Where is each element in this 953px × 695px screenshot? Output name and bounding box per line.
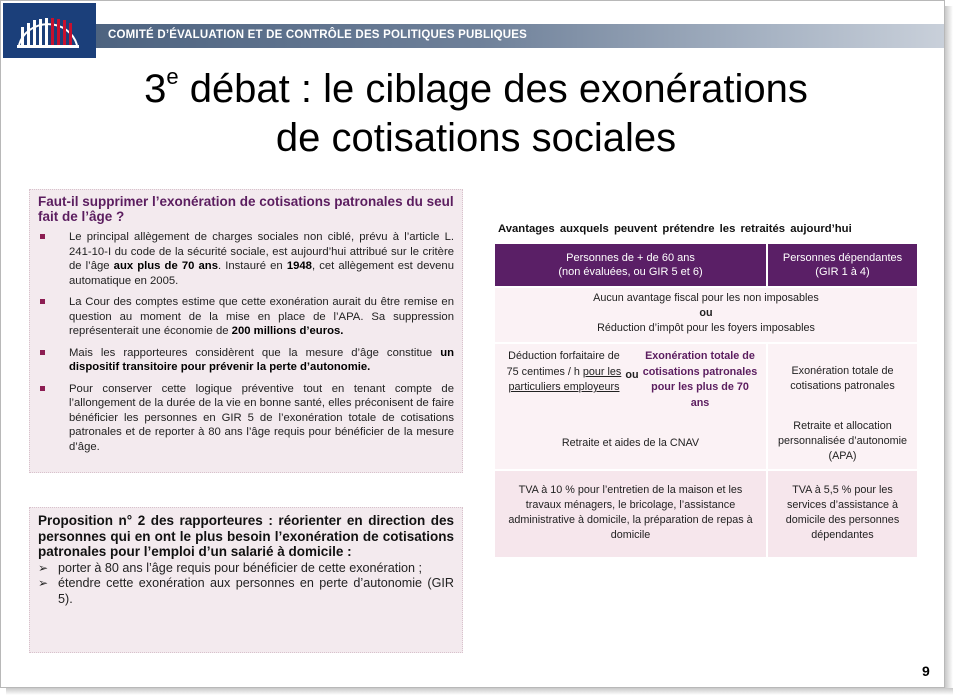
proposal-title: Proposition n° 2 des rapporteures : réorienter en direction des personnes qui en ont le plus besoin l’exonération de cotisations patronales pour l’emploi d’un salarié à domicile : — [38, 513, 454, 559]
list-item: Pour conserver cette logique préventive tout en tenant compte de l’allongement de la durée de la vie en bonne santé, elles préconisent de faire bénéficier les personnes en GIR 5 de l’exonération totale de cotisations patronales et de reporter à 80 ans l’âge requis pour bénéficier de la mesure d’âge. — [38, 382, 454, 455]
proposal-list — [38, 561, 454, 608]
arrow-right-icon: ➢ — [38, 560, 49, 575]
title-line-2: de cotisations sociales — [275, 116, 677, 160]
bullet-icon — [40, 386, 45, 391]
deduction-text: Déduction forfaitaire de 75 centimes / h pour les particuliers employeurs — [506, 350, 622, 393]
bullet-icon — [40, 299, 45, 304]
list-item: ➢ étendre cette exonération aux personnes en perte d’autonomie (GIR 5). — [38, 576, 454, 606]
bullet-icon — [40, 350, 45, 355]
arrow-right-icon: ➢ — [38, 576, 49, 590]
question-box — [29, 189, 463, 473]
table-header-dependent: Personnes dépendantes (GIR 1 à 4) — [768, 244, 917, 286]
list-item: Le principal allègement de charges sociales non ciblé, prévu à l’article L. 241-10-I du code de la sécurité sociale, est aujourd’hui attribué sur le critère de l’âge aux plus de 70 ans. Instauré en 1948, cet allègement est devenu automatique en 2005. — [38, 230, 454, 288]
org-label: COMITÉ D’ÉVALUATION ET DE CONTRÔLE DES POLITIQUES PUBLIQUES — [108, 29, 528, 41]
question-bullets — [38, 230, 454, 454]
header-bar — [96, 24, 944, 48]
table-cell-dependent-benefits — [768, 344, 917, 469]
exoneration-over-70-text: Exonération totale de cotisations patronales pour les plus de 70 ans — [642, 350, 758, 409]
list-item: La Cour des comptes estime que cette exonération aurait du être remise en question au moment de la mise en place de l’APA. Sa suppression représenterait une économie de 200 millions d’euros. — [38, 295, 454, 339]
slide-shadow-right — [945, 6, 953, 695]
list-item: Mais les rapporteures considèrent que la mesure d’âge constitue un dispositif transitoire pour prévenir la perte d’autonomie. — [38, 346, 454, 375]
table-cell-tva-10: TVA à 10 % pour l’entretien de la maison et les travaux ménagers, le bricolage, l’assistance administrative à domicile, la préparation de repas à domicile — [495, 471, 766, 557]
page-number: 9 — [922, 663, 930, 679]
question-title: Faut-il supprimer l’exonération de cotisations patronales du seul fait de l’âge ? — [38, 194, 454, 224]
hemicycle-icon — [13, 9, 83, 51]
table-header-seniors: Personnes de + de 60 ans (non évaluées, ou GIR 5 et 6) — [495, 244, 766, 286]
title-line-1: 3e débat : le ciblage des exonérations — [144, 64, 808, 111]
list-item: ➢ porter à 80 ans l’âge requis pour bénéficier de cette exonération ; — [38, 560, 423, 575]
slide-shadow-bottom — [6, 688, 953, 695]
table-row-fiscal: Aucun avantage fiscal pour les non imposables ou Réduction d’impôt pour les foyers imposables — [495, 288, 917, 342]
bullet-icon — [40, 234, 45, 239]
page-title — [41, 65, 911, 163]
cnav-text: Retraite et aides de la CNAV — [561, 437, 700, 449]
or-label: ou — [625, 369, 639, 381]
proposal-box — [29, 507, 463, 653]
table-cell-tva-5-5: TVA à 5,5 % pour les services d’assistance à domicile des personnes dépendantes — [768, 471, 917, 557]
exoneration-total-text: Exonération totale de cotisations patronales — [790, 365, 895, 392]
apa-text: Retraite et allocation personnalisée d’autonomie (APA) — [777, 420, 908, 462]
assemblee-logo — [3, 3, 96, 58]
advantages-table — [495, 244, 917, 557]
table-cell-seniors-benefits — [495, 344, 766, 469]
table-caption: Avantages auxquels peuvent prétendre les retraités aujourd’hui — [498, 223, 852, 235]
